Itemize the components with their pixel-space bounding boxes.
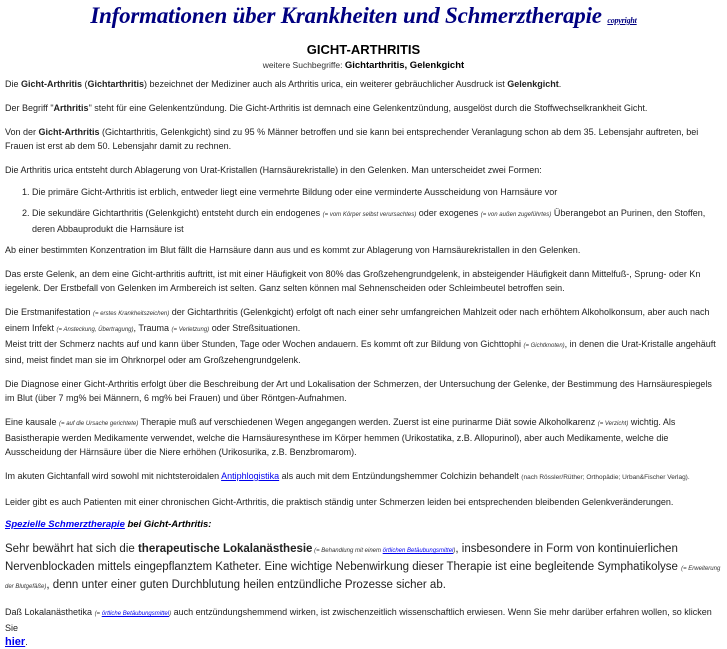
hier-link[interactable]: hier bbox=[5, 636, 26, 648]
source-citation: (nach Rössler/Rüther; Orthopädie; Urban&Fischer Verlag). bbox=[521, 474, 690, 481]
paragraph-intro: Die Gicht-Arthritis (Gichtarthritis) bezeichnet der Mediziner auch als Arthritis urica, ein weiterer gebräuchlicher Ausdruck ist Gelenkgicht. bbox=[5, 79, 562, 89]
paragraph-prevalence: Von der Gicht-Arthritis (Gichtarthritis, Gelenkgicht) sind zu 95 % Männer betroffen und sie kann bei entsprechender Veranlagung schon ab dem 35. Lebensjahr auftreten, bei Frauen ist erst ab dem 50. Lebensjahr damit zu rechnen. bbox=[5, 127, 699, 151]
list-item: 2. Die sekundäre Gichtarthritis (Gelenkgicht) entsteht durch ein endogenes (= vom Körper selbst verursachtes) oder exogenes (= von außen zugeführtes) Überangebot an Purinen, den Stoffen, deren Abbauprodukt die Harnsäure ist bbox=[32, 206, 722, 236]
paragraph-manifestation: Die Erstmanifestation (= erstes Krankheitszeichen) der Gichtarthritis (Gelenkgicht) erfolgt oft nach einer sehr umfangreichen Mahlzeit oder nach erhöhtem Alkoholkonsum, aber auch nach einem Infekt (= Ansteckung, Übertragung), Trauma (= Verletzung) oder Streßsituationen. Meist tritt der Schmerz nachts auf und kann über Stunden, Tage oder Wochen andauern. Es kommt oft zur Bildung von Gichttophi (= Gichtknoten), in denen die Urat-Kristalle angehäuft sind, meist findet man sie im Ohrknorpel oder am Großzehengrundgelenk. bbox=[5, 307, 716, 365]
search-terms-label: weitere Suchbegriffe: bbox=[262, 60, 343, 70]
paragraph-deposition: Ab einer bestimmten Konzentration im Blut fällt die Harnsäure dann aus und es kommt zur Ablagerung von Harnsäurekristallen in den Gelenken. bbox=[5, 245, 581, 255]
search-terms-values: Gichtarthritis, Gelenkgicht bbox=[344, 60, 465, 71]
paragraph-definition: Der Begriff "Arthritis" steht für eine Gelenkentzündung. Die Gicht-Arthritis ist demnach eine Gelenkentzündung, ausgelöst durch die Stoffwechselkrankheit Gicht. bbox=[5, 103, 648, 113]
schmerztherapie-link[interactable]: Spezielle Schmerztherapie bbox=[5, 519, 125, 530]
section-heading: Spezielle Schmerztherapie bei Gicht-Arthritis: bbox=[5, 519, 212, 530]
list-item: 1. Die primäre Gicht-Arthritis ist erblich, entweder liegt eine vermehrte Bildung oder eine verminderte Ausscheidung von Harnsäure vor bbox=[32, 185, 722, 199]
betaeubungsmittel-link[interactable]: örtlichen Betäubungsmittel bbox=[382, 548, 454, 554]
betaeubungsmittel-link-2[interactable]: örtliche Betäubungsmittel bbox=[101, 611, 170, 617]
paragraph-cause: Die Arthritis urica entsteht durch Ablagerung von Urat-Kristallen (Harnsäurekristalle) in den Gelenken. Man unterscheidet zwei Formen: bbox=[5, 165, 542, 175]
site-title bbox=[5, 3, 722, 34]
paragraph-antiinflammatory: Daß Lokalanästhetika (= örtliche Betäubungsmittel) auch entzündungshemmend wirken, ist zwischenzeitlich wissenschaftlich erwiesen. Wenn Sie mehr darüber erfahren wollen, so klicken Sie hier. bbox=[5, 607, 712, 648]
article-title: GICHT-ARTHRITIS bbox=[306, 42, 421, 57]
paragraph-local-anesthesia: Sehr bewährt hat sich die therapeutische Lokalanästhesie (= Behandlung mit einem örtlichen Betäubungsmittel), insbesondere in Form von kontinuierlichen Nervenblockaden mittels eingepflanztem Katheter. Eine wichtige Nebenwirkung dieser Therapie ist eine begleitende Symphatikolyse (= Erweiterung der Blutgefäße), denn unter einer guten Durchblutung heilen entzündliche Prozesse sicher ab. bbox=[5, 543, 721, 591]
antiphlogistika-link[interactable]: Antiphlogistika bbox=[221, 471, 280, 481]
paragraph-joints: Das erste Gelenk, an dem eine Gicht-arthritis auftritt, ist mit einer Häufigkeit von 80% das Großzehengrundgelenk, in absteigender Häufigkeit dann Mittelfuß-, Sprung- oder Kn iegelenk. Der Erstbefall von Gelenken im Armbereich ist selten. Ganz selten können mal Sehnenscheiden oder Schleimbeutel betroffen sein. bbox=[5, 269, 701, 293]
paragraph-diagnosis: Die Diagnose einer Gicht-Arthritis erfolgt über die Beschreibung der Art und Lokalisation der Schmerzen, der Untersuchung der Gelenke, der Bestimmung des Harnsäurespiegels im Blut (über 7 mg% bei Männern, 6 mg% bei Frauen) und über Röntgen-Aufnahmen. bbox=[5, 379, 712, 403]
copyright-link[interactable]: copyright bbox=[607, 16, 637, 25]
paragraph-chronic: Leider gibt es auch Patienten mit einer chronischen Gicht-Arthritis, die praktisch ständig unter Schmerzen leiden bei entsprechenden bleibenden Gelenkveränderungen. bbox=[5, 497, 674, 507]
forms-list bbox=[5, 185, 722, 236]
page bbox=[0, 3, 727, 649]
site-title-text: Informationen über Krankheiten und Schmerztherapie bbox=[90, 3, 602, 28]
search-terms bbox=[5, 58, 722, 73]
paragraph-acute: Im akuten Gichtanfall wird sowohl mit nichtsteroidalen Antiphlogistika als auch mit dem Entzündungshemmer Colchizin behandelt (nach Rössler/Rüther; Orthopädie; Urban&Fischer Verlag). bbox=[5, 471, 690, 481]
paragraph-therapy: Eine kausale (= auf die Ursache gerichtete) Therapie muß auf verschiedenen Wegen angegangen werden. Zuerst ist eine purinarme Diät sowie Alkoholkarenz (= Verzicht) wichtig. Als Basistherapie werden Medikamente verwendet, welche die Harnsäuresynthese im Körper hemmen (Urikostatika, z.B. Allopurinol), aber auch Medikamente, welche die Ausscheidung der Härnsäure über die Niere erhöhen (Urikosurika, z.B. Benzbromarom). bbox=[5, 417, 676, 457]
